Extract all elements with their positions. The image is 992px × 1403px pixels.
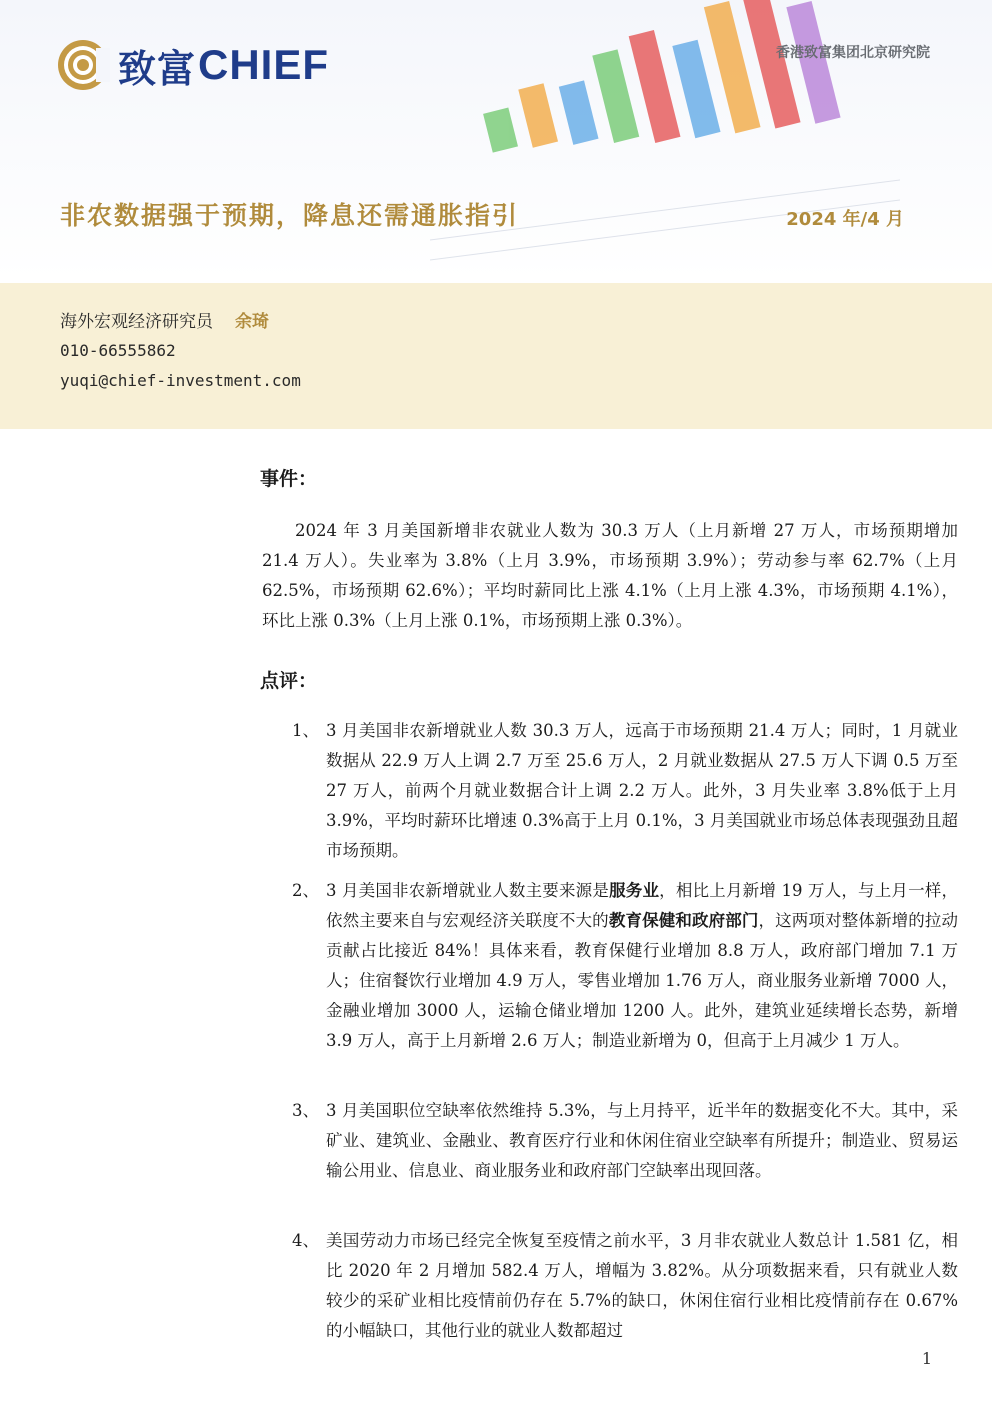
chief-logo-icon xyxy=(56,38,110,92)
review-item-text: 3 月美国非农新增就业人数 30.3 万人，远高于市场预期 21.4 万人；同时，1 月就业数据从 22.9 万人上调 2.7 万至 25.6 万人，2 月就业数据从 27.5 万人下调 0.5 万至 27 万人，前两个月就业数据合计上调 2.2 万人。此外，3 月失业率 3.8%低于上月 3.9%，平均时薪环比增速 0.3%高于上月 0.1%，3 月美国就业市场总体表现强劲且超市场预期。 xyxy=(326,721,958,860)
review-item-bold-sectors: 教育保健和政府部门 xyxy=(608,911,759,930)
author-role-line xyxy=(60,307,269,332)
review-item-number: 1、 xyxy=(292,721,319,740)
review-heading: 点评： xyxy=(260,670,318,692)
review-item-text-post: ，这两项对整体新增的拉动贡献占比接近 84%！具体来看，教育保健行业增加 8.8 万人，政府部门增加 7.1 万人；住宿餐饮行业增加 4.9 万人，零售业增加 1.76 万人，商业服务业新增 7000 人，金融业增加 3000 人，运输仓储业增加 1200 人。此外，建筑业延续增长态势，新增 3.9 万人，高于上月新增 2.6 万人；制造业新增为 0，但高于上月减少 1 万人。 xyxy=(326,911,959,1050)
event-paragraph: 2024 年 3 月美国新增非农就业人数为 30.3 万人（上月新增 27 万人，市场预期增加 21.4 万人）。失业率为 3.8%（上月 3.9%，市场预期 3.9%）；劳动参与率 62.7%（上月 62.5%，市场预期 62.6%）；平均时薪同比上涨 4.1%（上月上涨 4.3%，市场预期 4.1%），环比上涨 0.3%（上月上涨 0.1%，市场预期上涨 0.3%）。 xyxy=(262,521,958,630)
author-phone: 010-66555862 xyxy=(60,341,176,360)
review-item-number: 2、 xyxy=(292,881,319,900)
review-item-bold-services: 服务业 xyxy=(609,881,660,900)
review-item-text-mid: ，相比上月新增 19 万人，与上月一样，依然主要来自与宏观经济关联度不大的 xyxy=(326,881,958,930)
report-header xyxy=(0,0,992,280)
review-item-text: 3 月美国职位空缺率依然维持 5.3%，与上月持平，近半年的数据变化不大。其中，采矿业、建筑业、金融业、教育医疗行业和休闲住宿业空缺率有所提升；制造业、贸易运输公用业、信息业、商业服务业和政府部门空缺率出现回落。 xyxy=(326,1101,958,1180)
report-date: 2024 年/4 月 xyxy=(786,209,904,230)
institute-name: 香港致富集团北京研究院 xyxy=(776,45,930,61)
author-email[interactable]: yuqi@chief-investment.com xyxy=(60,371,301,390)
review-item-1 xyxy=(292,716,958,866)
report-title: 非农数据强于预期，降息还需通胀指引 xyxy=(60,201,520,230)
company-logo xyxy=(56,34,329,96)
review-item-3 xyxy=(292,1096,958,1186)
review-item-4 xyxy=(292,1226,958,1346)
logo-text-en: CHIEF xyxy=(198,41,330,88)
logo-text-cn: 致富 xyxy=(118,46,197,91)
review-item-text-pre: 3 月美国非农新增就业人数主要来源是 xyxy=(326,881,610,900)
author-name: 余琦 xyxy=(235,312,269,332)
page-number: 1 xyxy=(921,1349,932,1368)
review-item-number: 3、 xyxy=(292,1101,319,1120)
review-item-2 xyxy=(292,876,958,1056)
review-item-number: 4、 xyxy=(292,1231,319,1250)
author-role: 海外宏观经济研究员 xyxy=(60,312,213,332)
event-heading: 事件： xyxy=(260,468,318,490)
review-item-text: 美国劳动力市场已经完全恢复至疫情之前水平，3 月非农就业人数总计 1.581 亿，相比 2020 年 2 月增加 582.4 万人，增幅为 3.82%。从分项数据来看，只有就业人数较少的采矿业相比疫情前仍存在 5.7%的缺口，休闲住宿行业相比疫情前存在 0.67%的小幅缺口，其他行业的就业人数都超过 xyxy=(326,1231,958,1340)
author-info-band xyxy=(0,283,992,429)
